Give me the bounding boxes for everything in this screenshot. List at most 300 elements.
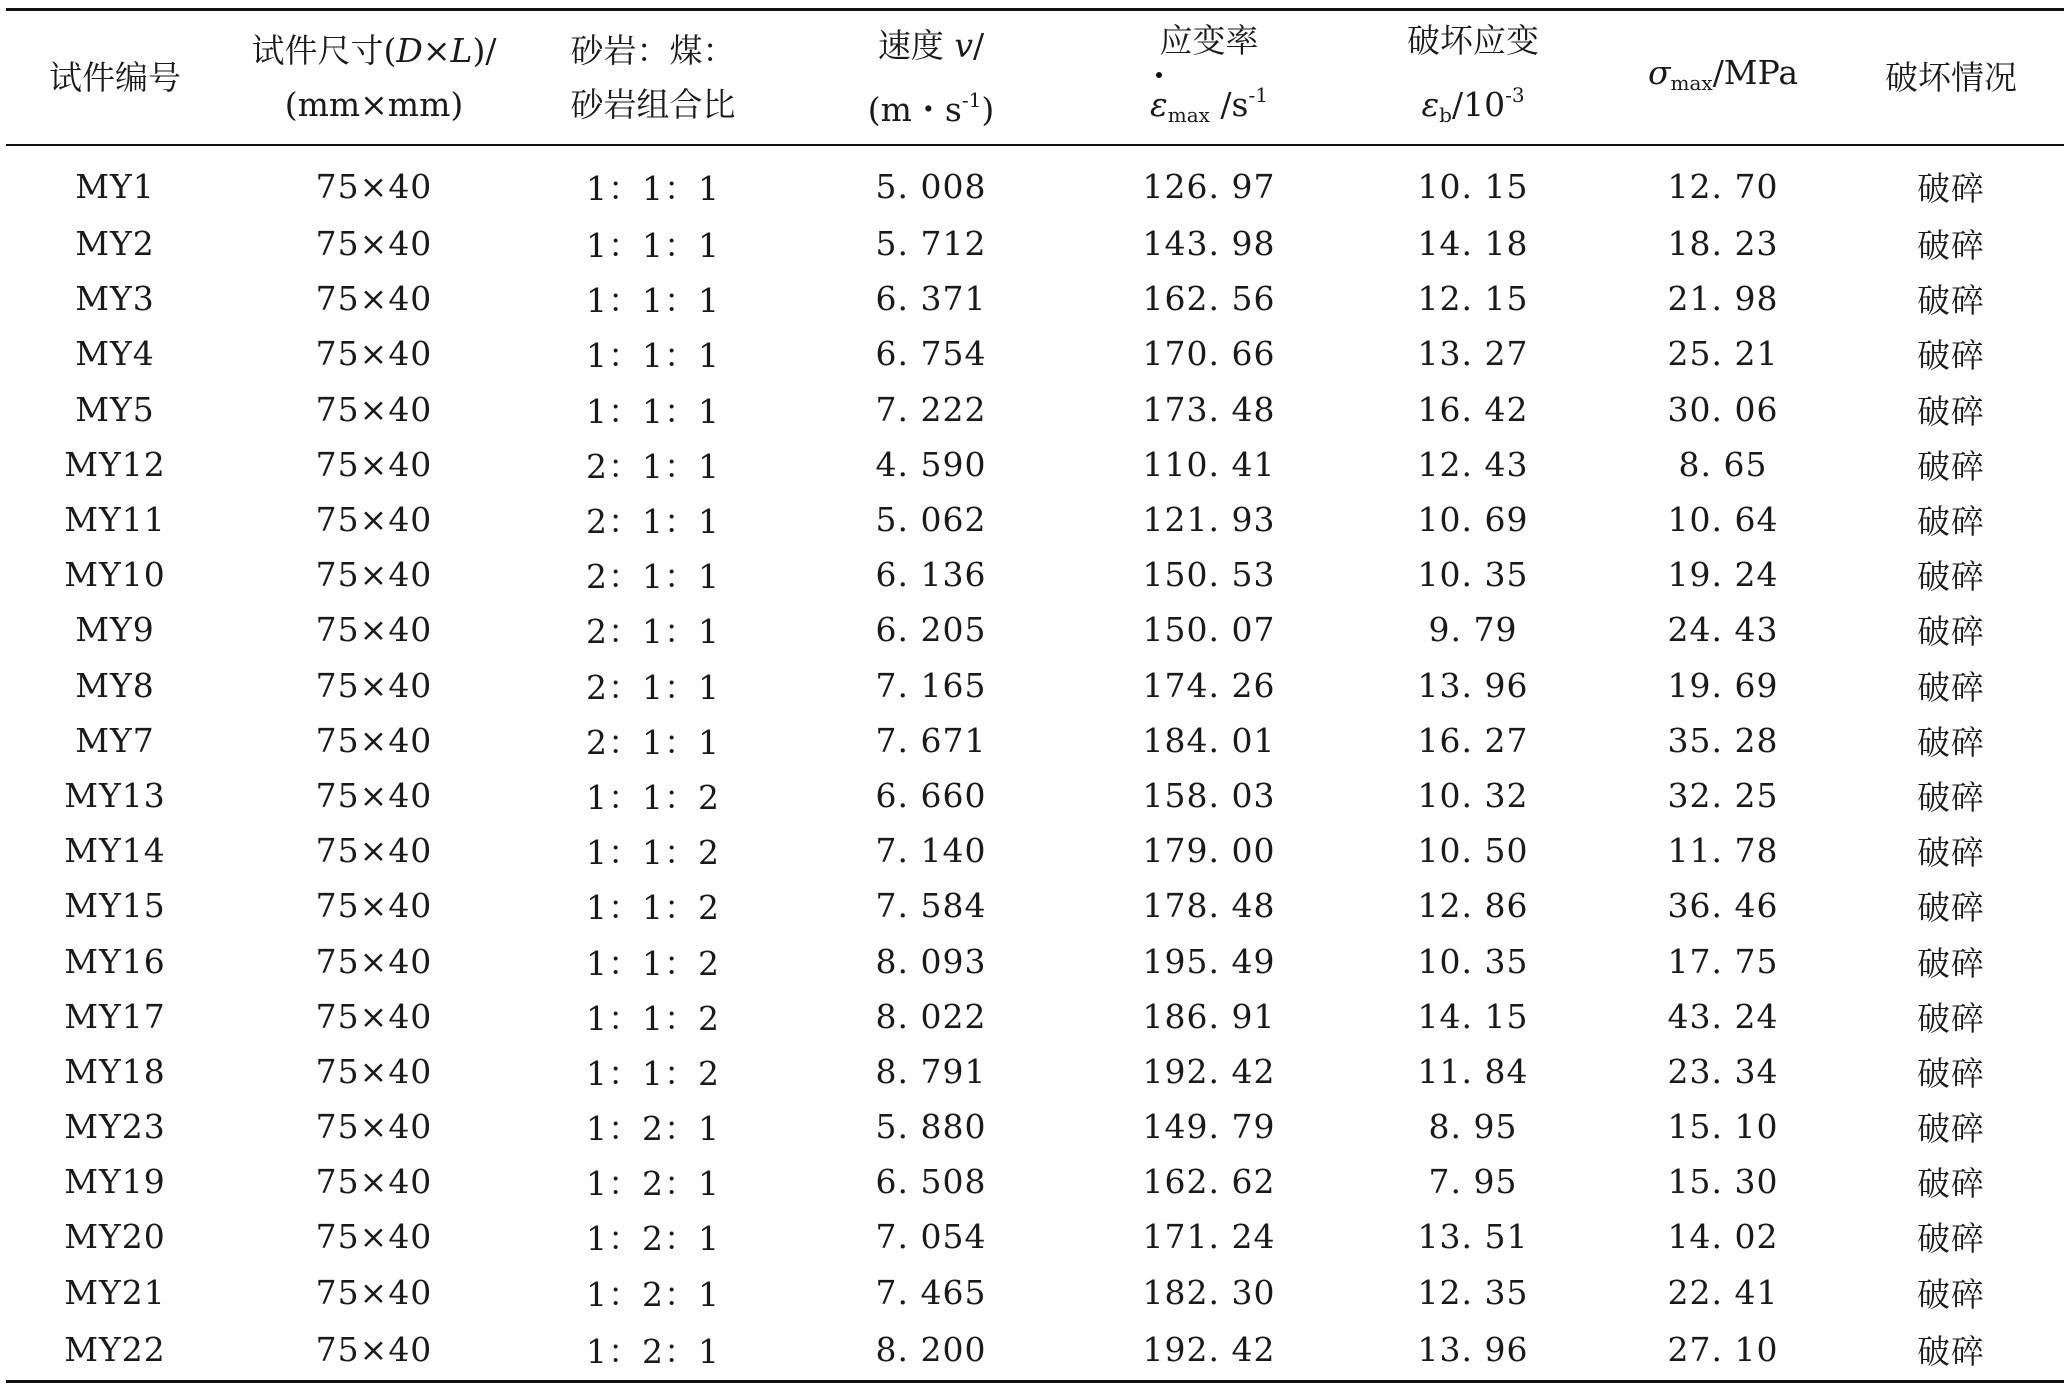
cell-strain-rate bbox=[1080, 1265, 1338, 1320]
cell-failure-strain bbox=[1338, 547, 1608, 602]
cell-specimen-id bbox=[6, 492, 224, 547]
cell-max-stress-text: 35. 28 bbox=[1667, 720, 1779, 760]
cell-specimen-id bbox=[6, 1320, 224, 1382]
cell-failure-strain-text: 12. 86 bbox=[1417, 886, 1529, 926]
table-row bbox=[6, 145, 2064, 216]
cell-specimen-id-text: MY14 bbox=[64, 831, 166, 871]
cell-max-stress-text: 24. 43 bbox=[1667, 610, 1779, 650]
cell-failure-strain bbox=[1338, 602, 1608, 657]
cell-failure-strain-text: 10. 69 bbox=[1417, 500, 1529, 540]
cell-failure-state-text: 破碎 bbox=[1917, 943, 1985, 983]
cell-failure-strain bbox=[1338, 216, 1608, 271]
header-size-text-a: 试件尺寸( bbox=[251, 30, 397, 70]
cell-ratio bbox=[524, 878, 782, 933]
cell-max-stress-text: 19. 24 bbox=[1667, 555, 1779, 595]
cell-max-stress-text: 22. 41 bbox=[1667, 1272, 1779, 1312]
cell-specimen-size bbox=[224, 1265, 524, 1320]
header-strain-rate-sub: max bbox=[1167, 102, 1210, 127]
cell-ratio bbox=[524, 1099, 782, 1154]
cell-max-stress-text: 30. 06 bbox=[1667, 389, 1779, 429]
cell-velocity bbox=[782, 1154, 1080, 1209]
header-size-line1 bbox=[224, 24, 524, 78]
cell-ratio bbox=[524, 437, 782, 492]
cell-failure-state-text: 破碎 bbox=[1917, 998, 1985, 1038]
header-max-stress-sub: max bbox=[1670, 70, 1713, 95]
cell-velocity bbox=[782, 547, 1080, 602]
cell-specimen-size bbox=[224, 145, 524, 216]
cell-velocity bbox=[782, 271, 1080, 326]
cell-failure-strain-text: 16. 42 bbox=[1417, 389, 1529, 429]
cell-failure-state-text: 破碎 bbox=[1917, 168, 1985, 208]
cell-failure-state-text: 破碎 bbox=[1917, 446, 1985, 486]
cell-specimen-size bbox=[224, 1099, 524, 1154]
cell-failure-strain-text: 14. 18 bbox=[1417, 224, 1529, 264]
cell-failure-strain bbox=[1338, 437, 1608, 492]
cell-max-stress bbox=[1608, 658, 1838, 713]
cell-failure-state-text: 破碎 bbox=[1917, 1219, 1985, 1259]
cell-ratio bbox=[524, 1044, 782, 1099]
cell-specimen-id-text: MY19 bbox=[64, 1162, 166, 1202]
cell-max-stress-text: 43. 24 bbox=[1667, 996, 1779, 1036]
cell-max-stress bbox=[1608, 1099, 1838, 1154]
cell-velocity bbox=[782, 933, 1080, 988]
cell-specimen-id-text: MY9 bbox=[75, 610, 155, 650]
cell-strain-rate bbox=[1080, 271, 1338, 326]
header-failure-strain-line2 bbox=[1338, 68, 1608, 142]
table-row bbox=[6, 547, 2064, 602]
header-strain-rate-unit: /s bbox=[1209, 84, 1249, 124]
cell-strain-rate bbox=[1080, 878, 1338, 933]
cell-ratio bbox=[524, 1209, 782, 1264]
header-velocity bbox=[782, 10, 1080, 146]
cell-specimen-id-text: MY22 bbox=[64, 1330, 166, 1370]
cell-strain-rate-text: 178. 48 bbox=[1142, 886, 1276, 926]
cell-ratio bbox=[524, 382, 782, 437]
cell-failure-strain-text: 10. 32 bbox=[1417, 775, 1529, 815]
cell-specimen-size-text: 75×40 bbox=[315, 444, 433, 484]
cell-specimen-size bbox=[224, 602, 524, 657]
cell-velocity-text: 5. 008 bbox=[875, 166, 987, 206]
cell-specimen-size-text: 75×40 bbox=[315, 166, 433, 206]
header-velocity-text: 速度 bbox=[877, 25, 955, 65]
cell-velocity bbox=[782, 492, 1080, 547]
cell-ratio-text: 2：1：1 bbox=[586, 446, 720, 486]
table-row bbox=[6, 1044, 2064, 1099]
cell-ratio-text: 2：1：1 bbox=[586, 612, 720, 652]
cell-specimen-id-text: MY13 bbox=[64, 775, 166, 815]
cell-failure-strain bbox=[1338, 1320, 1608, 1382]
cell-failure-state bbox=[1838, 933, 2064, 988]
cell-max-stress bbox=[1608, 878, 1838, 933]
cell-max-stress-text: 8. 65 bbox=[1678, 444, 1768, 484]
cell-velocity-text: 7. 671 bbox=[875, 720, 987, 760]
cell-failure-strain bbox=[1338, 1154, 1608, 1209]
cell-strain-rate-text: 174. 26 bbox=[1142, 665, 1276, 705]
cell-specimen-id-text: MY3 bbox=[75, 279, 155, 319]
cell-failure-state bbox=[1838, 713, 2064, 768]
table-body bbox=[6, 145, 2064, 1381]
header-max-stress-symbol: σ bbox=[1647, 52, 1671, 92]
header-specimen-id bbox=[6, 10, 224, 146]
cell-ratio-text: 1：1：1 bbox=[586, 336, 720, 376]
cell-failure-strain bbox=[1338, 271, 1608, 326]
cell-specimen-size-text: 75×40 bbox=[315, 831, 433, 871]
cell-ratio bbox=[524, 658, 782, 713]
cell-failure-strain-text: 11. 84 bbox=[1417, 1051, 1529, 1091]
cell-failure-state bbox=[1838, 1099, 2064, 1154]
cell-failure-state bbox=[1838, 768, 2064, 823]
header-max-stress-unit: /MPa bbox=[1712, 52, 1798, 92]
cell-specimen-id bbox=[6, 878, 224, 933]
cell-strain-rate bbox=[1080, 823, 1338, 878]
cell-failure-state-text: 破碎 bbox=[1917, 612, 1985, 652]
cell-failure-state-text: 破碎 bbox=[1917, 226, 1985, 266]
table-row bbox=[6, 933, 2064, 988]
cell-ratio bbox=[524, 989, 782, 1044]
header-failure-strain-unit: /10 bbox=[1451, 84, 1506, 124]
header-failure-strain-sup: -3 bbox=[1505, 82, 1525, 107]
cell-failure-strain-text: 14. 15 bbox=[1417, 996, 1529, 1036]
cell-specimen-size bbox=[224, 878, 524, 933]
cell-ratio bbox=[524, 933, 782, 988]
cell-specimen-id-text: MY1 bbox=[75, 166, 155, 206]
cell-ratio bbox=[524, 492, 782, 547]
cell-failure-strain-text: 7. 95 bbox=[1428, 1162, 1518, 1202]
cell-specimen-size-text: 75×40 bbox=[315, 1107, 433, 1147]
cell-max-stress bbox=[1608, 602, 1838, 657]
cell-specimen-size-text: 75×40 bbox=[315, 1217, 433, 1257]
cell-failure-state bbox=[1838, 271, 2064, 326]
cell-max-stress-text: 12. 70 bbox=[1667, 166, 1779, 206]
cell-ratio-text: 1：1：1 bbox=[586, 168, 720, 208]
cell-velocity-text: 6. 136 bbox=[875, 555, 987, 595]
cell-ratio-text: 1：2：1 bbox=[586, 1274, 720, 1314]
table-row bbox=[6, 1099, 2064, 1154]
cell-velocity bbox=[782, 1099, 1080, 1154]
cell-specimen-id-text: MY11 bbox=[64, 500, 166, 540]
cell-failure-strain-text: 13. 96 bbox=[1417, 1330, 1529, 1370]
cell-failure-strain bbox=[1338, 1265, 1608, 1320]
cell-failure-strain-text: 12. 15 bbox=[1417, 279, 1529, 319]
cell-ratio bbox=[524, 823, 782, 878]
table-row bbox=[6, 1265, 2064, 1320]
cell-strain-rate-text: 173. 48 bbox=[1142, 389, 1276, 429]
cell-ratio-text: 1：1：2 bbox=[586, 1053, 720, 1093]
cell-failure-strain bbox=[1338, 1209, 1608, 1264]
header-velocity-line2 bbox=[782, 73, 1080, 137]
header-size-d: D bbox=[396, 30, 423, 70]
cell-specimen-size bbox=[224, 1320, 524, 1382]
cell-failure-strain bbox=[1338, 1044, 1608, 1099]
header-failure-state-text: 破坏情况 bbox=[1885, 57, 2017, 97]
cell-strain-rate-text: 150. 07 bbox=[1142, 610, 1276, 650]
header-failure-strain bbox=[1338, 10, 1608, 146]
header-velocity-symbol: v bbox=[954, 25, 974, 65]
cell-strain-rate-text: 195. 49 bbox=[1142, 941, 1276, 981]
cell-ratio-text: 1：2：1 bbox=[586, 1164, 720, 1204]
header-velocity-unit-close: ) bbox=[981, 89, 995, 129]
cell-ratio-text: 2：1：1 bbox=[586, 667, 720, 707]
cell-strain-rate-text: 110. 41 bbox=[1142, 444, 1276, 484]
cell-max-stress-text: 21. 98 bbox=[1667, 279, 1779, 319]
cell-ratio-text: 2：1：1 bbox=[586, 722, 720, 762]
cell-specimen-size bbox=[224, 713, 524, 768]
cell-strain-rate-text: 162. 62 bbox=[1142, 1162, 1276, 1202]
header-strain-rate-line1: 应变率 bbox=[1159, 20, 1259, 60]
cell-specimen-id bbox=[6, 271, 224, 326]
header-ratio bbox=[524, 10, 782, 146]
cell-specimen-size bbox=[224, 989, 524, 1044]
cell-failure-state bbox=[1838, 547, 2064, 602]
cell-ratio bbox=[524, 768, 782, 823]
cell-failure-state bbox=[1838, 989, 2064, 1044]
cell-ratio bbox=[524, 1154, 782, 1209]
cell-max-stress bbox=[1608, 933, 1838, 988]
cell-strain-rate-text: 184. 01 bbox=[1142, 720, 1276, 760]
cell-failure-state-text: 破碎 bbox=[1917, 281, 1985, 321]
cell-strain-rate bbox=[1080, 713, 1338, 768]
cell-specimen-size bbox=[224, 437, 524, 492]
cell-ratio bbox=[524, 145, 782, 216]
cell-specimen-id bbox=[6, 326, 224, 381]
cell-failure-state bbox=[1838, 602, 2064, 657]
cell-specimen-size-text: 75×40 bbox=[315, 941, 433, 981]
header-strain-rate-line2 bbox=[1080, 68, 1338, 142]
cell-specimen-size-text: 75×40 bbox=[315, 555, 433, 595]
header-failure-strain-symbol: ε bbox=[1421, 84, 1440, 124]
header-row bbox=[6, 10, 2064, 146]
cell-max-stress bbox=[1608, 216, 1838, 271]
cell-failure-strain bbox=[1338, 768, 1608, 823]
cell-max-stress-text: 15. 10 bbox=[1667, 1107, 1779, 1147]
cell-max-stress-text: 27. 10 bbox=[1667, 1330, 1779, 1370]
cell-strain-rate-text: 170. 66 bbox=[1142, 334, 1276, 374]
cell-max-stress bbox=[1608, 989, 1838, 1044]
cell-velocity-text: 8. 022 bbox=[875, 996, 987, 1036]
cell-failure-state-text: 破碎 bbox=[1917, 391, 1985, 431]
cell-ratio-text: 1：1：2 bbox=[586, 833, 720, 873]
header-velocity-unit: (m・s bbox=[867, 89, 962, 129]
cell-specimen-id-text: MY7 bbox=[75, 720, 155, 760]
cell-max-stress bbox=[1608, 768, 1838, 823]
cell-specimen-size bbox=[224, 216, 524, 271]
cell-ratio-text: 1：2：1 bbox=[586, 1332, 720, 1372]
cell-ratio-text: 1：1：2 bbox=[586, 888, 720, 928]
cell-strain-rate bbox=[1080, 658, 1338, 713]
cell-failure-state-text: 破碎 bbox=[1917, 777, 1985, 817]
cell-specimen-size bbox=[224, 382, 524, 437]
table-row bbox=[6, 658, 2064, 713]
cell-specimen-size bbox=[224, 658, 524, 713]
cell-strain-rate-text: 143. 98 bbox=[1142, 224, 1276, 264]
table-row bbox=[6, 216, 2064, 271]
cell-failure-strain bbox=[1338, 933, 1608, 988]
cell-failure-state-text: 破碎 bbox=[1917, 1053, 1985, 1093]
cell-failure-state-text: 破碎 bbox=[1917, 888, 1985, 928]
cell-failure-strain-text: 13. 51 bbox=[1417, 1217, 1529, 1257]
cell-ratio-text: 2：1：1 bbox=[586, 502, 720, 542]
cell-specimen-id-text: MY2 bbox=[75, 224, 155, 264]
cell-specimen-size bbox=[224, 1154, 524, 1209]
table-row bbox=[6, 823, 2064, 878]
cell-failure-state bbox=[1838, 145, 2064, 216]
cell-ratio-text: 1：1：1 bbox=[586, 226, 720, 266]
cell-strain-rate-text: 162. 56 bbox=[1142, 279, 1276, 319]
cell-failure-strain-text: 9. 79 bbox=[1428, 610, 1518, 650]
cell-velocity bbox=[782, 1044, 1080, 1099]
header-velocity-line1 bbox=[782, 19, 1080, 73]
cell-max-stress bbox=[1608, 823, 1838, 878]
cell-failure-strain bbox=[1338, 878, 1608, 933]
cell-velocity-text: 4. 590 bbox=[875, 444, 987, 484]
cell-failure-state bbox=[1838, 823, 2064, 878]
header-failure-state bbox=[1838, 10, 2064, 146]
cell-specimen-size bbox=[224, 547, 524, 602]
cell-specimen-id-text: MY18 bbox=[64, 1051, 166, 1091]
cell-velocity-text: 7. 222 bbox=[875, 389, 987, 429]
cell-velocity-text: 6. 508 bbox=[875, 1162, 987, 1202]
cell-specimen-id-text: MY20 bbox=[64, 1217, 166, 1257]
cell-failure-strain-text: 8. 95 bbox=[1428, 1107, 1518, 1147]
cell-failure-strain bbox=[1338, 492, 1608, 547]
cell-failure-strain bbox=[1338, 823, 1608, 878]
cell-strain-rate bbox=[1080, 1320, 1338, 1382]
cell-failure-strain-text: 13. 27 bbox=[1417, 334, 1529, 374]
cell-failure-strain bbox=[1338, 326, 1608, 381]
cell-velocity-text: 6. 660 bbox=[875, 775, 987, 815]
cell-velocity bbox=[782, 989, 1080, 1044]
header-failure-strain-sub: b bbox=[1439, 102, 1452, 127]
cell-failure-state-text: 破碎 bbox=[1917, 1164, 1985, 1204]
cell-specimen-id bbox=[6, 547, 224, 602]
cell-specimen-size bbox=[224, 326, 524, 381]
cell-specimen-size-text: 75×40 bbox=[315, 389, 433, 429]
cell-specimen-id bbox=[6, 989, 224, 1044]
cell-failure-state-text: 破碎 bbox=[1917, 336, 1985, 376]
header-size-x: × bbox=[422, 30, 451, 70]
cell-specimen-id bbox=[6, 382, 224, 437]
cell-velocity bbox=[782, 145, 1080, 216]
cell-specimen-size-text: 75×40 bbox=[315, 1330, 433, 1370]
cell-failure-state bbox=[1838, 382, 2064, 437]
cell-strain-rate bbox=[1080, 768, 1338, 823]
cell-specimen-id-text: MY15 bbox=[64, 886, 166, 926]
cell-failure-state-text: 破碎 bbox=[1917, 502, 1985, 542]
cell-specimen-size-text: 75×40 bbox=[315, 279, 433, 319]
cell-max-stress-text: 15. 30 bbox=[1667, 1162, 1779, 1202]
header-max-stress bbox=[1608, 10, 1838, 146]
cell-max-stress-text: 25. 21 bbox=[1667, 334, 1779, 374]
table-row bbox=[6, 437, 2064, 492]
cell-failure-state-text: 破碎 bbox=[1917, 833, 1985, 873]
cell-velocity bbox=[782, 382, 1080, 437]
cell-specimen-size-text: 75×40 bbox=[315, 996, 433, 1036]
cell-velocity bbox=[782, 768, 1080, 823]
cell-failure-state-text: 破碎 bbox=[1917, 667, 1985, 707]
cell-ratio bbox=[524, 1320, 782, 1382]
cell-max-stress bbox=[1608, 382, 1838, 437]
cell-strain-rate-text: 149. 79 bbox=[1142, 1107, 1276, 1147]
cell-specimen-id-text: MY23 bbox=[64, 1107, 166, 1147]
cell-failure-strain bbox=[1338, 382, 1608, 437]
cell-specimen-id bbox=[6, 933, 224, 988]
cell-specimen-id-text: MY5 bbox=[75, 389, 155, 429]
cell-velocity-text: 5. 880 bbox=[875, 1107, 987, 1147]
cell-failure-state bbox=[1838, 1154, 2064, 1209]
table-row bbox=[6, 1320, 2064, 1382]
cell-strain-rate bbox=[1080, 1044, 1338, 1099]
cell-velocity-text: 5. 712 bbox=[875, 224, 987, 264]
cell-specimen-size-text: 75×40 bbox=[315, 500, 433, 540]
cell-specimen-size bbox=[224, 492, 524, 547]
cell-velocity bbox=[782, 1265, 1080, 1320]
cell-velocity bbox=[782, 437, 1080, 492]
cell-failure-state bbox=[1838, 216, 2064, 271]
cell-max-stress bbox=[1608, 1320, 1838, 1382]
cell-specimen-id bbox=[6, 437, 224, 492]
cell-max-stress-text: 11. 78 bbox=[1667, 831, 1779, 871]
specimen-results-table bbox=[6, 8, 2064, 1383]
cell-ratio-text: 1：1：1 bbox=[586, 391, 720, 431]
cell-max-stress bbox=[1608, 271, 1838, 326]
cell-strain-rate bbox=[1080, 492, 1338, 547]
cell-strain-rate bbox=[1080, 382, 1338, 437]
cell-ratio bbox=[524, 326, 782, 381]
data-table-container bbox=[6, 8, 2064, 1383]
cell-failure-state bbox=[1838, 437, 2064, 492]
cell-specimen-id-text: MY17 bbox=[64, 996, 166, 1036]
cell-specimen-id bbox=[6, 1265, 224, 1320]
header-ratio-line1: 砂岩：煤： bbox=[570, 30, 736, 70]
cell-velocity bbox=[782, 1320, 1080, 1382]
cell-velocity-text: 7. 584 bbox=[875, 886, 987, 926]
cell-specimen-size bbox=[224, 768, 524, 823]
cell-max-stress-text: 23. 34 bbox=[1667, 1051, 1779, 1091]
cell-failure-state-text: 破碎 bbox=[1917, 1109, 1985, 1149]
header-specimen-size bbox=[224, 10, 524, 146]
header-size-text-b: )/ bbox=[472, 30, 497, 70]
cell-failure-strain-text: 16. 27 bbox=[1417, 720, 1529, 760]
cell-ratio bbox=[524, 547, 782, 602]
cell-specimen-size-text: 75×40 bbox=[315, 1051, 433, 1091]
cell-max-stress bbox=[1608, 1154, 1838, 1209]
cell-velocity-text: 8. 093 bbox=[875, 941, 987, 981]
cell-strain-rate-text: 121. 93 bbox=[1142, 500, 1276, 540]
cell-strain-rate bbox=[1080, 1099, 1338, 1154]
cell-velocity-text: 7. 054 bbox=[875, 1217, 987, 1257]
cell-velocity bbox=[782, 823, 1080, 878]
cell-max-stress-text: 14. 02 bbox=[1667, 1217, 1779, 1257]
cell-ratio bbox=[524, 713, 782, 768]
cell-specimen-id bbox=[6, 768, 224, 823]
cell-failure-state bbox=[1838, 878, 2064, 933]
cell-failure-state bbox=[1838, 1320, 2064, 1382]
cell-specimen-size-text: 75×40 bbox=[315, 224, 433, 264]
table-row bbox=[6, 1209, 2064, 1264]
cell-strain-rate bbox=[1080, 437, 1338, 492]
cell-velocity-text: 8. 200 bbox=[875, 1330, 987, 1370]
cell-failure-state bbox=[1838, 326, 2064, 381]
cell-velocity-text: 7. 165 bbox=[875, 665, 987, 705]
cell-specimen-size bbox=[224, 933, 524, 988]
cell-velocity-text: 5. 062 bbox=[875, 500, 987, 540]
cell-velocity bbox=[782, 713, 1080, 768]
cell-strain-rate-text: 186. 91 bbox=[1142, 996, 1276, 1036]
cell-max-stress-text: 36. 46 bbox=[1667, 886, 1779, 926]
cell-failure-state-text: 破碎 bbox=[1917, 1332, 1985, 1372]
cell-ratio-text: 1：1：2 bbox=[586, 943, 720, 983]
cell-max-stress bbox=[1608, 145, 1838, 216]
